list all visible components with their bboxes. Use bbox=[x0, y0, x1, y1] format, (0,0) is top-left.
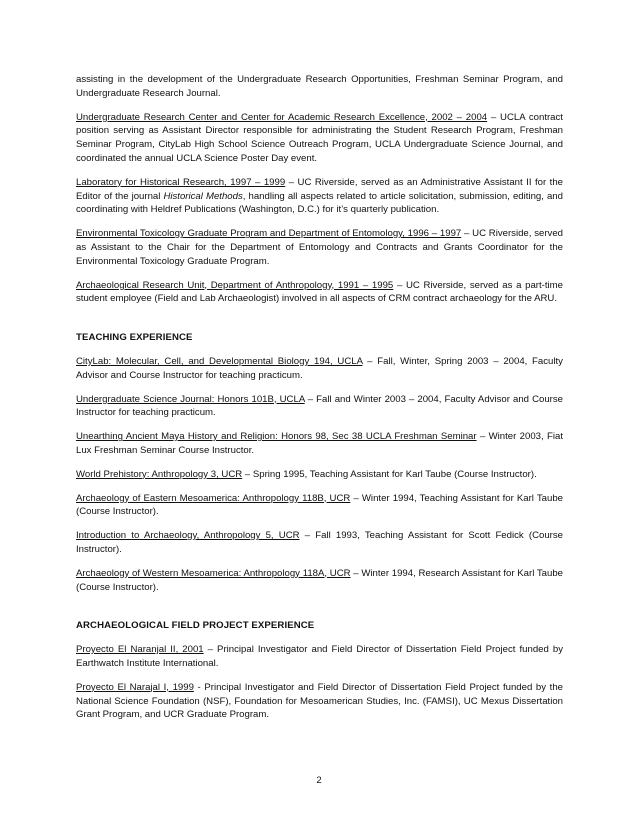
teaching-entry bbox=[76, 355, 563, 383]
teaching-heading: TEACHING EXPERIENCE bbox=[76, 332, 193, 344]
course-title: World Prehistory: Anthropology 3, UCR bbox=[76, 468, 243, 480]
intro-text: assisting in the development of the Undergraduate Research Opportunities, Freshman Seminar Program, and Undergraduate Research Journal. bbox=[76, 74, 563, 99]
teaching-entry bbox=[76, 468, 563, 482]
position-description-cont: , handling all aspects related to article solicitation, submission, editing, and coordinating with Heldref Publications (Washington, D.C.) for it’s quarterly publication. bbox=[76, 190, 563, 216]
intro-paragraph bbox=[76, 73, 563, 101]
project-description: - Principal Investigator and Field Director of Dissertation Field Project funded by the National Science Foundation (NSF), Foundation for Mesoamerican Studies, Inc. (FAMSI), UC Mexus Dissertation Grant Program, and UCR Graduate Program. bbox=[76, 681, 563, 721]
document-page bbox=[76, 73, 563, 732]
position-title: Undergraduate Research Center and Center for Academic Research Excellence, 2002 – 2004 bbox=[76, 111, 488, 123]
page-number: 2 bbox=[316, 775, 322, 786]
position-entry bbox=[76, 176, 563, 217]
field-heading: ARCHAEOLOGICAL FIELD PROJECT EXPERIENCE bbox=[76, 620, 315, 632]
course-title: CityLab: Molecular, Cell, and Developmental Biology 194, UCLA bbox=[76, 355, 363, 367]
teaching-entry bbox=[76, 492, 563, 520]
teaching-entry bbox=[76, 567, 563, 595]
position-description: – UC Riverside, served as Assistant to the Chair for the Department of Entomology and Contracts and Grants Coordinator for the Environmental Toxicology Graduate Program. bbox=[76, 228, 563, 267]
course-description: – Fall 1993, Teaching Assistant for Scott Fedick (Course Instructor). bbox=[76, 530, 563, 555]
position-title: Archaeological Research Unit, Department of Anthropology, 1991 – 1995 bbox=[76, 279, 394, 291]
position-entry bbox=[76, 227, 563, 268]
teaching-entry bbox=[76, 430, 563, 458]
course-description: – Fall, Winter, Spring 2003 – 2004, Faculty Advisor and Course Instructor for teaching practicum. bbox=[76, 355, 563, 381]
course-title: Unearthing Ancient Maya History and Religion: Honors 98, Sec 38 UCLA Freshman Seminar bbox=[76, 431, 477, 443]
project-description: – Principal Investigator and Field Director of Dissertation Field Project funded by Earthwatch Institute International. bbox=[76, 644, 563, 669]
position-description: – UCLA contract position serving as Assistant Director responsible for administrating the Student Research Program, Freshman Seminar Program, CityLab High School Science Outreach Program, UCLA Undergraduate Science Journal, and coordinated the annual UCLA Science Poster Day event. bbox=[76, 111, 563, 164]
teaching-entry bbox=[76, 529, 563, 557]
teaching-entry bbox=[76, 393, 563, 421]
position-entry bbox=[76, 111, 563, 166]
project-title: Proyecto El Narajal I, 1999 bbox=[76, 681, 194, 693]
position-title: Laboratory for Historical Research, 1997 – 1999 bbox=[76, 176, 286, 188]
project-title: Proyecto El Naranjal II, 2001 bbox=[76, 644, 204, 656]
field-entry bbox=[76, 643, 563, 671]
course-title: Introduction to Archaeology, Anthropology 5, UCR bbox=[76, 530, 300, 542]
course-description: – Fall and Winter 2003 – 2004, Faculty Advisor and Course Instructor for teaching practicum. bbox=[76, 393, 563, 419]
course-description: – Winter 2003, Fiat Lux Freshman Seminar Course Instructor. bbox=[76, 431, 563, 456]
position-description: – UC Riverside, served as a part-time student employee (Field and Lab Archaeologist) involved in all aspects of CRM contract archaeology for the ARU. bbox=[76, 279, 563, 305]
position-title: Environmental Toxicology Graduate Program and Department of Entomology, 1996 – 1997 bbox=[76, 228, 462, 240]
course-description: – Winter 1994, Research Assistant for Karl Taube (Course Instructor). bbox=[76, 567, 563, 593]
course-description: – Spring 1995, Teaching Assistant for Karl Taube (Course Instructor). bbox=[242, 468, 537, 480]
field-entry bbox=[76, 681, 563, 722]
course-description: – Winter 1994, Teaching Assistant for Karl Taube (Course Instructor). bbox=[76, 492, 563, 518]
position-description: – UC Riverside, served as an Administrative Assistant II for the Editor of the journal bbox=[76, 176, 563, 202]
position-entry bbox=[76, 279, 563, 307]
journal-title: Historical Methods bbox=[163, 190, 243, 202]
course-title: Archaeology of Western Mesoamerica: Anthropology 118A, UCR bbox=[76, 567, 351, 579]
course-title: Undergraduate Science Journal: Honors 101B, UCLA bbox=[76, 393, 305, 405]
course-title: Archaeology of Eastern Mesoamerica: Anthropology 118B, UCR bbox=[76, 492, 351, 504]
